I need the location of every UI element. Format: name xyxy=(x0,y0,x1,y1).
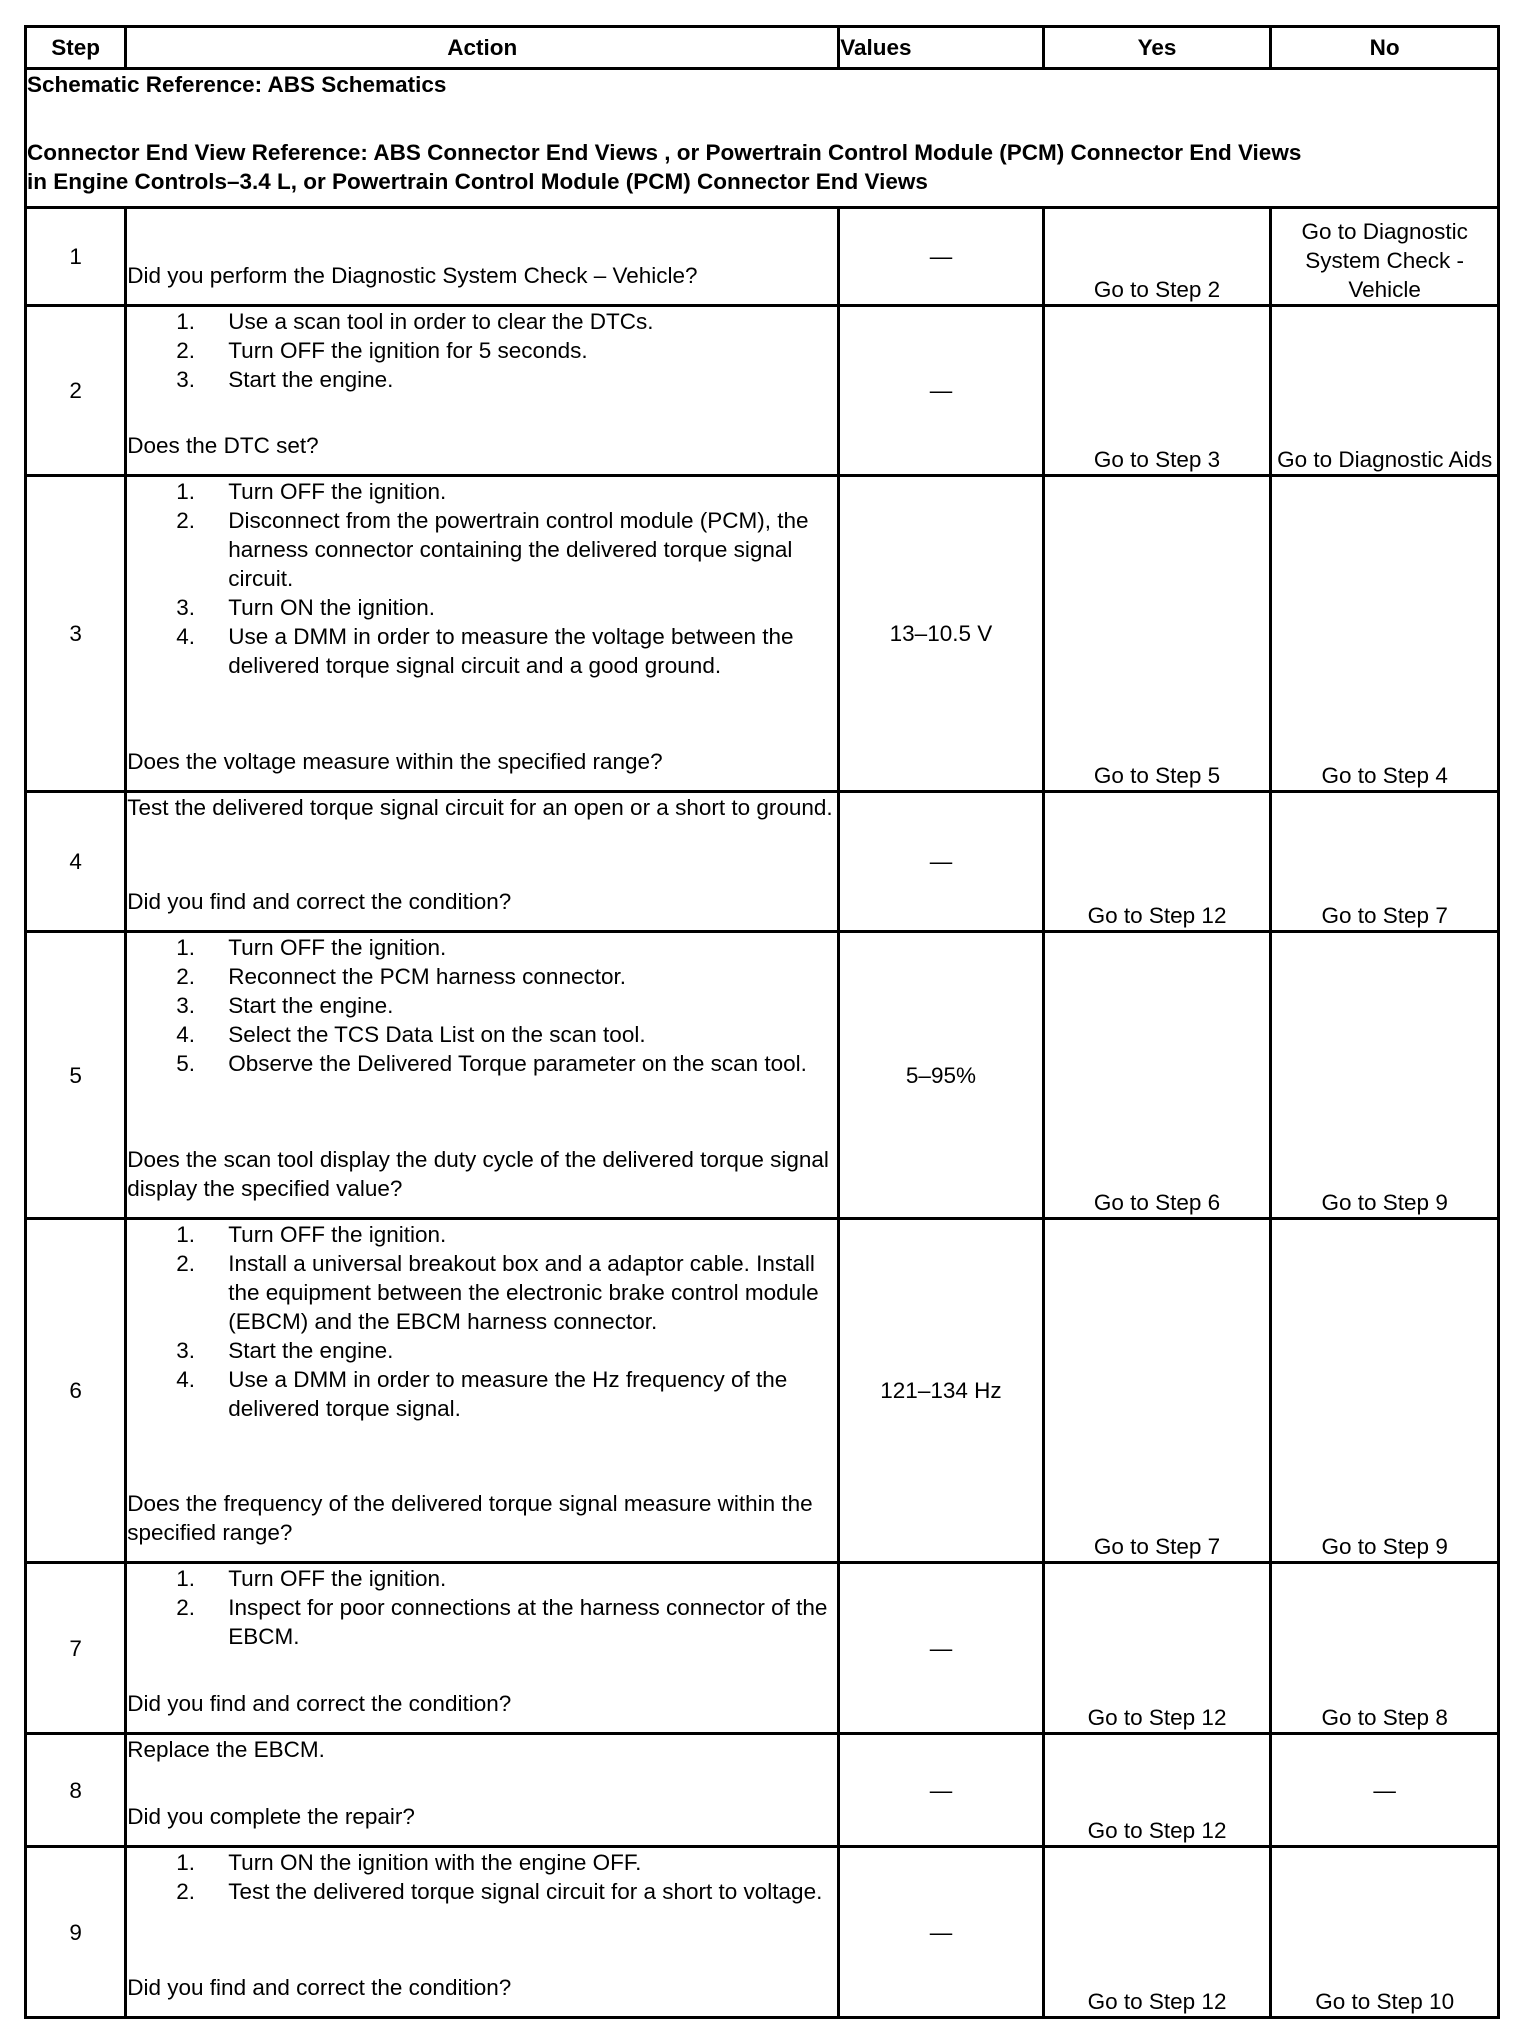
action-list-item: 5. Observe the Delivered Torque parameter on the scan tool. xyxy=(176,1051,807,1076)
table-row xyxy=(26,792,1499,932)
yes-outcome: Go to Step 12 xyxy=(1043,792,1271,932)
action-list-item: 4. Use a DMM in order to measure the Hz frequency of the delivered torque signal. xyxy=(176,1367,788,1421)
action-list xyxy=(127,477,837,680)
yes-outcome: Go to Step 3 xyxy=(1043,306,1271,476)
action-text: Replace the EBCM. xyxy=(127,1737,325,1762)
connector-reference-line2: in Engine Controls–3.4 L, or Powertrain Control Module (PCM) Connector End Views xyxy=(27,169,928,194)
action-list-item: 2. Disconnect from the powertrain control module (PCM), the harness connector containing the delivered torque signal circuit. xyxy=(176,508,809,591)
action-question: Does the frequency of the delivered torque signal measure within the specified range? xyxy=(127,1491,813,1545)
yes-outcome: Go to Step 2 xyxy=(1043,208,1271,306)
action-text: Test the delivered torque signal circuit for an open or a short to ground. xyxy=(127,795,833,820)
action-list xyxy=(127,933,837,1078)
action-question: Does the voltage measure within the specified range? xyxy=(127,749,663,774)
header-no: No xyxy=(1271,27,1499,69)
diagnostic-table xyxy=(24,25,1500,2019)
action-list-item: 2. Inspect for poor connections at the harness connector of the EBCM. xyxy=(176,1595,828,1649)
no-outcome: Go to Step 8 xyxy=(1271,1563,1499,1734)
no-outcome: Go to Step 9 xyxy=(1271,1219,1499,1563)
action-list-item: 3. Turn ON the ignition. xyxy=(176,595,436,620)
table-row xyxy=(26,1563,1499,1734)
step-value: 5–95% xyxy=(839,932,1044,1219)
step-value: — xyxy=(839,792,1044,932)
header-row xyxy=(26,27,1499,69)
action-cell xyxy=(126,932,839,1219)
yes-outcome: Go to Step 12 xyxy=(1043,1847,1271,2018)
action-list-item: 1. Use a scan tool in order to clear the DTCs. xyxy=(176,309,654,334)
action-question: Did you find and correct the condition? xyxy=(127,889,512,914)
yes-outcome: Go to Step 6 xyxy=(1043,932,1271,1219)
header-values: Values xyxy=(839,27,1044,69)
action-question: Did you find and correct the condition? xyxy=(127,1975,512,2000)
action-question: Did you complete the repair? xyxy=(127,1804,415,1829)
step-value: 13–10.5 V xyxy=(839,476,1044,792)
step-value: — xyxy=(839,1847,1044,2018)
action-cell xyxy=(126,476,839,792)
action-list-item: 2. Turn OFF the ignition for 5 seconds. xyxy=(176,338,588,363)
yes-outcome: Go to Step 7 xyxy=(1043,1219,1271,1563)
step-number: 2 xyxy=(26,306,126,476)
action-question: Does the DTC set? xyxy=(127,433,319,458)
header-yes: Yes xyxy=(1043,27,1271,69)
action-list-item: 1. Turn OFF the ignition. xyxy=(176,1566,447,1591)
action-cell xyxy=(126,1734,839,1847)
action-question: Does the scan tool display the duty cycle of the delivered torque signal display the specified value? xyxy=(127,1147,829,1201)
action-cell xyxy=(126,1219,839,1563)
no-outcome: Go to Diagnostic System Check - Vehicle xyxy=(1271,208,1499,306)
step-number: 3 xyxy=(26,476,126,792)
yes-outcome: Go to Step 12 xyxy=(1043,1563,1271,1734)
table-row xyxy=(26,306,1499,476)
table-row xyxy=(26,1847,1499,2018)
action-cell xyxy=(126,1563,839,1734)
connector-reference-line1: Connector End View Reference: ABS Connector End Views , or Powertrain Control Module (PCM) Connector End Views xyxy=(27,140,1302,165)
action-list-item: 3. Start the engine. xyxy=(176,1338,394,1363)
step-number: 1 xyxy=(26,208,126,306)
table-row xyxy=(26,1219,1499,1563)
no-outcome: Go to Diagnostic Aids xyxy=(1271,306,1499,476)
step-number: 7 xyxy=(26,1563,126,1734)
action-cell xyxy=(126,208,839,306)
action-list-item: 2. Test the delivered torque signal circuit for a short to voltage. xyxy=(176,1879,823,1904)
table-row xyxy=(26,208,1499,306)
action-list-item: 3. Start the engine. xyxy=(176,993,394,1018)
no-outcome: Go to Step 10 xyxy=(1271,1847,1499,2018)
action-list-item: 3. Start the engine. xyxy=(176,367,394,392)
table-row xyxy=(26,1734,1499,1847)
header-action: Action xyxy=(126,27,839,69)
action-list-item: 2. Install a universal breakout box and a adaptor cable. Install the equipment between the electronic brake control module (EBCM) and the EBCM harness connector. xyxy=(176,1251,819,1334)
yes-outcome: Go to Step 5 xyxy=(1043,476,1271,792)
action-list-item: 4. Select the TCS Data List on the scan tool. xyxy=(176,1022,646,1047)
table-row xyxy=(26,932,1499,1219)
no-outcome: — xyxy=(1271,1734,1499,1847)
action-cell xyxy=(126,792,839,932)
no-outcome: Go to Step 9 xyxy=(1271,932,1499,1219)
step-value: — xyxy=(839,1734,1044,1847)
step-number: 9 xyxy=(26,1847,126,2018)
table-row xyxy=(26,476,1499,792)
action-list-item: 2. Reconnect the PCM harness connector. xyxy=(176,964,626,989)
step-number: 6 xyxy=(26,1219,126,1563)
action-list-item: 4. Use a DMM in order to measure the voltage between the delivered torque signal circuit and a good ground. xyxy=(176,624,794,678)
schematic-reference: Schematic Reference: ABS Schematics xyxy=(27,72,447,97)
header-step: Step xyxy=(26,27,126,69)
reference-cell xyxy=(26,69,1499,208)
action-cell xyxy=(126,306,839,476)
action-list-item: 1. Turn ON the ignition with the engine OFF. xyxy=(176,1850,642,1875)
step-number: 5 xyxy=(26,932,126,1219)
step-number: 4 xyxy=(26,792,126,932)
reference-row xyxy=(26,69,1499,208)
no-outcome: Go to Step 7 xyxy=(1271,792,1499,932)
action-cell xyxy=(126,1847,839,2018)
action-list xyxy=(127,1848,837,1906)
action-question: Did you find and correct the condition? xyxy=(127,1691,512,1716)
step-value: — xyxy=(839,1563,1044,1734)
step-number: 8 xyxy=(26,1734,126,1847)
action-list-item: 1. Turn OFF the ignition. xyxy=(176,935,447,960)
action-list xyxy=(127,1564,837,1651)
action-list xyxy=(127,307,837,394)
action-list-item: 1. Turn OFF the ignition. xyxy=(176,479,447,504)
no-outcome: Go to Step 4 xyxy=(1271,476,1499,792)
step-value: — xyxy=(839,208,1044,306)
step-value: — xyxy=(839,306,1044,476)
action-list-item: 1. Turn OFF the ignition. xyxy=(176,1222,447,1247)
action-list xyxy=(127,1220,837,1423)
action-question: Did you perform the Diagnostic System Check – Vehicle? xyxy=(127,263,698,288)
yes-outcome: Go to Step 12 xyxy=(1043,1734,1271,1847)
step-value: 121–134 Hz xyxy=(839,1219,1044,1563)
